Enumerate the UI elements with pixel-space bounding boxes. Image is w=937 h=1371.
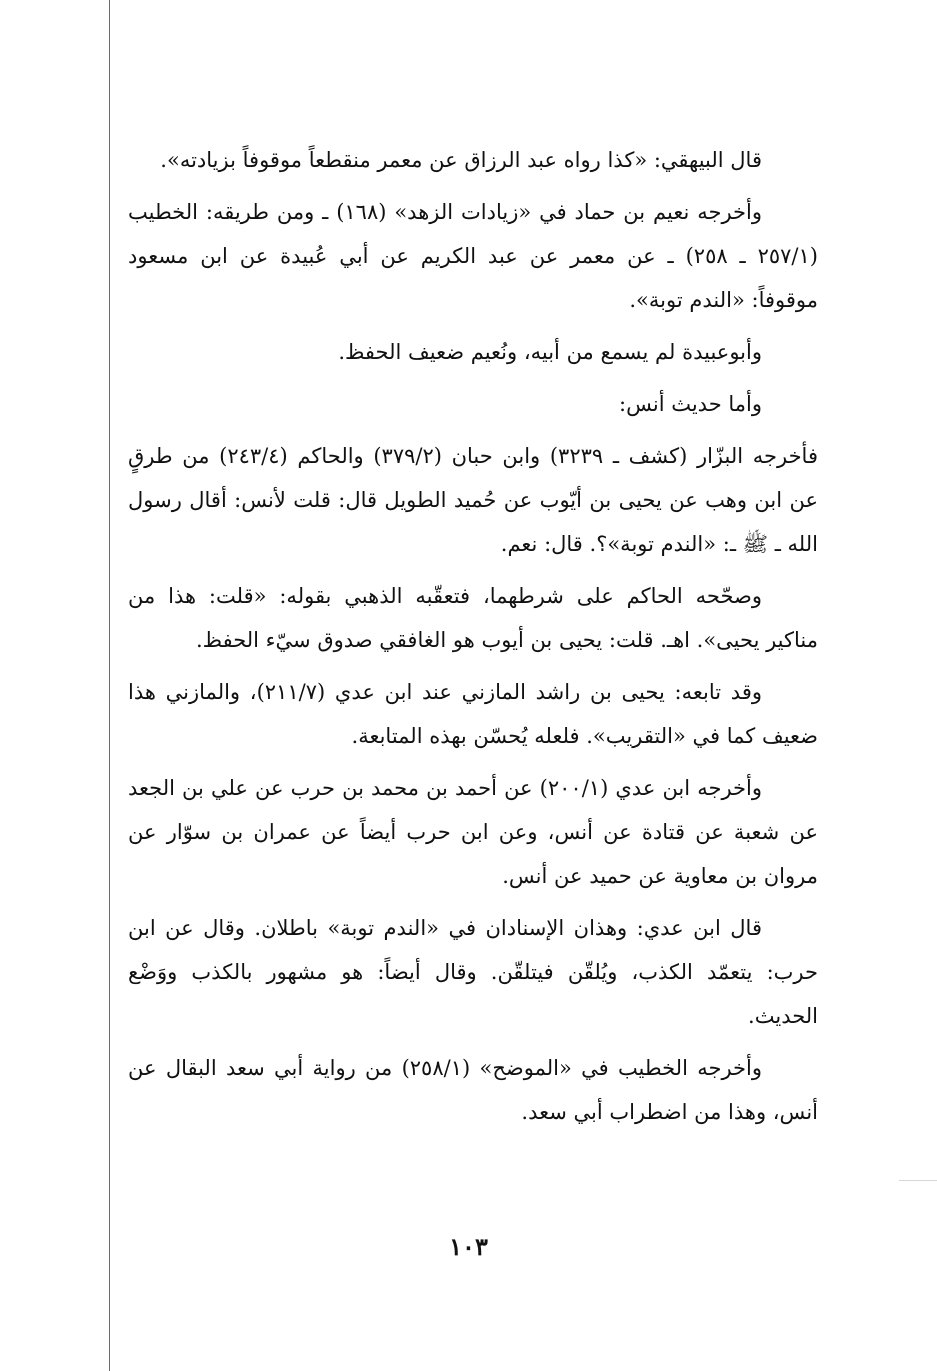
paragraph-bazzar: فأخرجه البزّار (كشف ـ ٣٢٣٩) وابن حبان (٣٧٩/٢) والحاكم (٢٤٣/٤) من طرقٍ عن ابن وهب عن يحيى بن أيّوب عن حُميد الطويل قال: قلت لأنس: أقال رسول الله ـ ﷺ ـ: «الندم توبة»؟. قال: نعم. xyxy=(128,444,818,556)
paragraph-anas-heading: وأما حديث أنس: xyxy=(619,392,762,416)
paragraph-mazini: وقد تابعه: يحيى بن راشد المازني عند ابن عدي (٢١١/٧)، والمازني هذا ضعيف كما في «التقريب». فلعله يُحسّن بهذه المتابعة. xyxy=(128,680,818,748)
page-number: ١٠٣ xyxy=(449,1232,488,1261)
paragraph-ibn-adi-comment: قال ابن عدي: وهذان الإسنادان في «الندم توبة» باطلان. وقال عن ابن حرب: يتعمّد الكذب، ويُلقّن فيتلقّن. وقال أيضاً: هو مشهور بالكذب ووَضْع الحديث. xyxy=(128,916,818,1028)
paragraph-hakim-dhahabi: وصحّحه الحاكم على شرطهما، فتعقّبه الذهبي بقوله: «قلت: هذا من مناكير يحيى». اهـ. قلت: يحيى بن أيوب هو الغافقي صدوق سيّء الحفظ. xyxy=(128,584,818,652)
body-text xyxy=(128,138,818,1142)
paragraph-abu-ubayda: وأبوعبيدة لم يسمع من أبيه، ونُعيم ضعيف الحفظ. xyxy=(338,340,762,364)
paragraph-bayhaqi-quote: قال البيهقي: «كذا رواه عبد الرزاق عن معمر منقطعاً موقوفاً بزيادته». xyxy=(160,148,762,172)
paragraph-nuaym-hammad: وأخرجه نعيم بن حماد في «زيادات الزهد» (١٦٨) ـ ومن طريقه: الخطيب (٢٥٧/١ ـ ٢٥٨) ـ عن معمر عن عبد الكريم عن أبي عُبيدة عن ابن مسعود موقوفاً: «الندم توبة». xyxy=(128,200,818,312)
scan-mark xyxy=(899,1180,937,1181)
margin-rule xyxy=(109,0,110,1371)
paragraph-khatib-mudih: وأخرجه الخطيب في «الموضح» (٢٥٨/١) من رواية أبي سعد البقال عن أنس، وهذا من اضطراب أبي سعد. xyxy=(128,1056,818,1124)
paragraph-ibn-adi: وأخرجه ابن عدي (٢٠٠/١) عن أحمد بن محمد بن حرب عن علي بن الجعد عن شعبة عن قتادة عن أنس، وعن ابن حرب أيضاً عن عمران بن سوّار عن مروان بن معاوية عن حميد عن أنس. xyxy=(128,776,818,888)
